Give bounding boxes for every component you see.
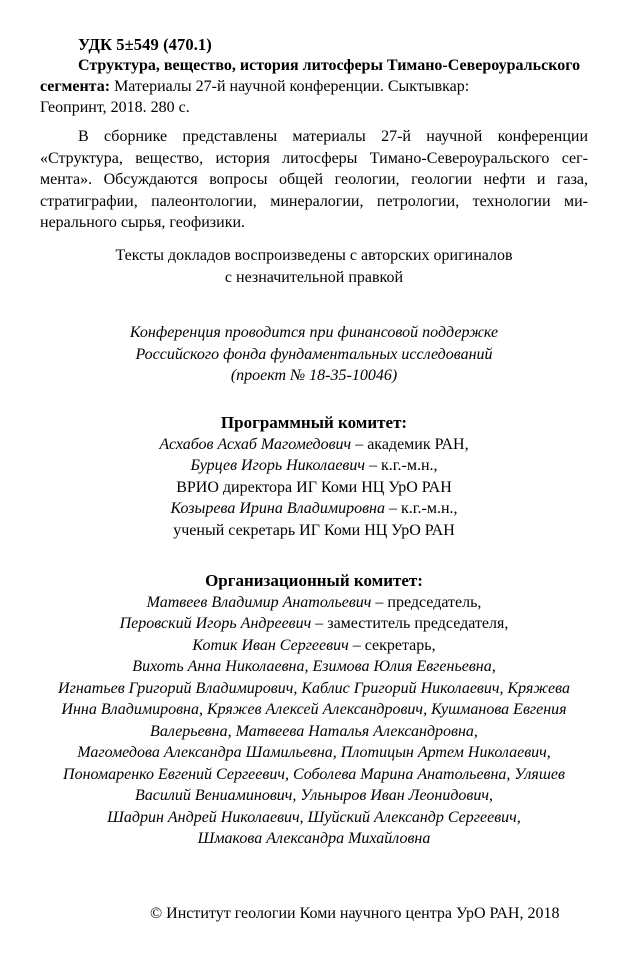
annotation xyxy=(40,126,588,234)
bibliographic-record xyxy=(40,55,588,118)
committee-member xyxy=(40,434,588,456)
member-name: Козырева Ирина Владимировна xyxy=(170,500,385,517)
member-role: ученый секретарь ИГ Коми НЦ УрО РАН xyxy=(173,521,455,539)
annotation-line: «Структура, вещество, история литосферы Тимано-Североуральского сег- xyxy=(40,149,588,167)
funding-line: Российского фонда фундаментальных исследований xyxy=(135,345,493,363)
member-role: – секретарь, xyxy=(348,636,436,654)
member-name: Перовский Игорь Андреевич xyxy=(119,615,312,632)
annotation-line: мента». Обсуждаются вопросы общей геологии, геологии нефти и газа, xyxy=(40,171,588,188)
member-name: Матвеев Владимир Анатольевич xyxy=(146,593,372,611)
members-line: Валерьевна, Матвеева Наталья Александровна, xyxy=(150,722,478,740)
biblio-title-line-1: Структура, вещество, история литосферы Тимано-Североуральского xyxy=(78,57,581,74)
biblio-publisher: Геопринт, 2018. 280 с. xyxy=(40,99,190,116)
member-role: – председатель, xyxy=(371,593,482,611)
committee-member xyxy=(40,592,588,614)
biblio-line-2 xyxy=(40,76,588,97)
member-role: – к.г.-м.н., xyxy=(384,500,458,517)
member-name: Бурцев Игорь Николаевич xyxy=(190,457,365,474)
members-line: Магомедова Александра Шамильевна, Плотицын Артем Николаевич, xyxy=(77,744,551,761)
editing-note xyxy=(40,245,588,288)
committee-member xyxy=(40,520,588,542)
member-role: – академик РАН, xyxy=(351,435,469,453)
biblio-title-line-2: сегмента: xyxy=(40,78,111,95)
members-line: Вихоть Анна Николаевна, Езимова Юлия Евгеньевна, xyxy=(132,658,496,675)
annotation-line: нерального сырья, геофизики. xyxy=(40,214,246,231)
org-committee-title: Организационный комитет: xyxy=(205,571,423,590)
member-name: Асхабов Асхаб Магомедович xyxy=(159,435,352,453)
member-name: Котик Иван Сергеевич xyxy=(192,636,349,654)
members-line: Игнатьев Григорий Владимирович, Каблис Григорий Николаевич, Кряжева xyxy=(58,679,570,697)
funding-line: Конференция проводится при финансовой поддержке xyxy=(129,324,499,341)
committee-member xyxy=(40,498,588,520)
organizing-committee xyxy=(40,570,588,850)
program-committee xyxy=(40,412,588,541)
funding-line: (проект № 18-35-10046) xyxy=(230,367,398,384)
committee-member xyxy=(40,613,588,635)
member-role: – к.г.-м.н., xyxy=(365,457,438,474)
committee-member xyxy=(40,477,588,499)
annotation-line: стратиграфии, палеонтологии, минералогии, петрологии, технологии ми- xyxy=(40,192,588,210)
biblio-publication: Материалы 27-й научной конференции. Сыктывкар: xyxy=(110,78,470,95)
udk-code: УДК 5±549 (470.1) xyxy=(78,35,212,54)
copyright-notice: © Институт геологии Коми научного центра УрО РАН, 2018 xyxy=(150,905,560,922)
funding-note xyxy=(40,322,588,387)
annotation-line: В сборнике представлены материалы 27-й научной конференции xyxy=(78,128,588,145)
member-role: ВРИО директора ИГ Коми НЦ УрО РАН xyxy=(176,478,452,496)
members-line: Шадрин Андрей Николаевич, Шуйский Александр Сергеевич, xyxy=(107,808,521,826)
members-line: Пономаренко Евгений Сергеевич, Соболева Марина Анатольевна, Уляшев xyxy=(63,765,565,783)
members-line: Василий Вениаминович, Ульныров Иван Леонидович, xyxy=(135,787,493,804)
editing-note-line: Тексты докладов воспроизведены с авторских оригиналов xyxy=(115,247,513,264)
committee-member xyxy=(40,455,588,477)
members-line: Шмакова Александра Михайловна xyxy=(197,830,431,847)
members-line: Инна Владимировна, Кряжев Алексей Александрович, Кушманова Евгения xyxy=(61,701,567,718)
member-role: – заместитель председателя, xyxy=(311,615,509,632)
editing-note-line: с незначительной правкой xyxy=(224,268,404,286)
committee-member xyxy=(40,635,588,657)
program-committee-title: Программный комитет: xyxy=(220,413,408,432)
